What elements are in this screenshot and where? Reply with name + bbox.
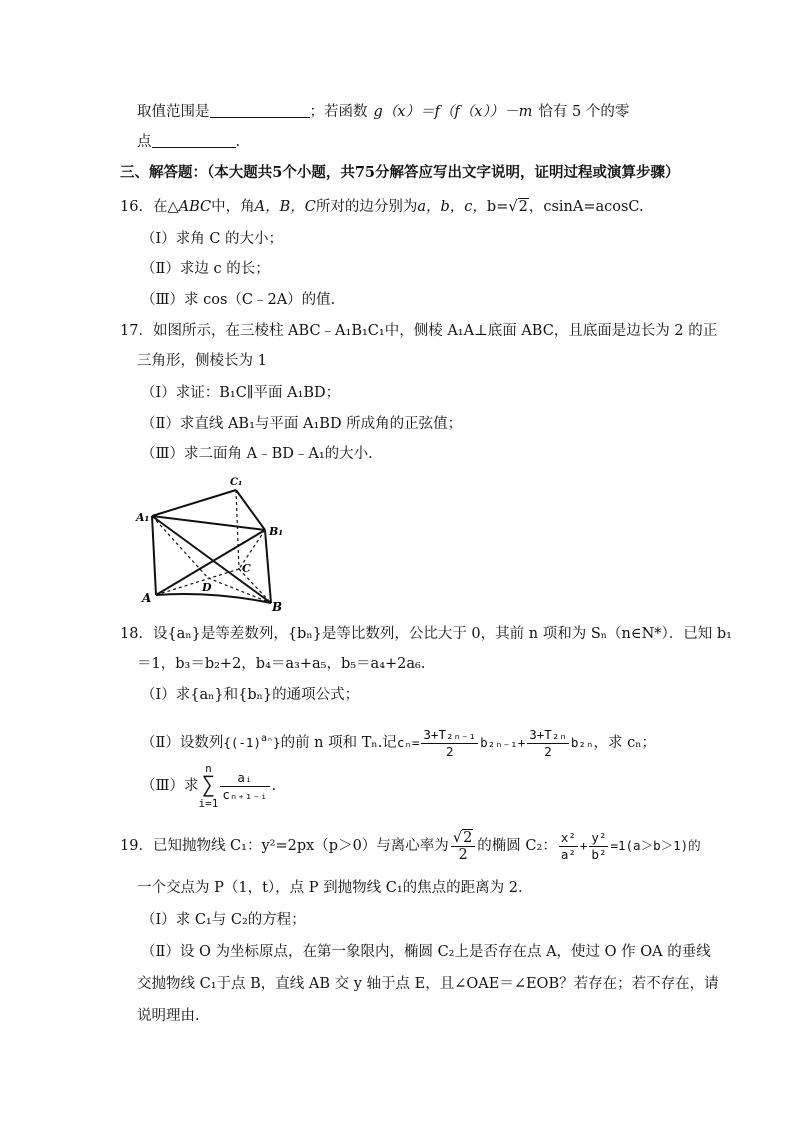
- q17-part-2: （Ⅱ）求直线 AB₁与平面 A₁BD 所成角的正弦值；: [141, 416, 463, 432]
- label-B: B: [272, 600, 283, 613]
- q16-stem: [120, 197, 644, 217]
- label-A: A: [142, 591, 152, 605]
- text: 19．已知抛物线 C₁：y²=2px（p＞0）与离心率为: [120, 838, 449, 854]
- q18-part-3: [141, 762, 277, 810]
- edge-A1-A: [152, 516, 156, 595]
- fraction-1: $\frac{\text{3+T₂ₙ₋₁}}{2}$: [423, 726, 477, 759]
- q19-stem-line-2: 一个交点为 P（1，t），点 P 到抛物线 C₁的焦点的距离为 2.: [137, 880, 523, 896]
- text: 的椭圆 C₂：: [477, 838, 557, 854]
- edge-C1-C: [236, 490, 239, 569]
- fraction-y2-b2: $\frac{\text{y²}}{\text{b²}}$: [591, 829, 607, 862]
- fill-blank-line-2: [137, 132, 240, 152]
- text: 所对的边分别为: [315, 199, 418, 215]
- text: .: [271, 778, 277, 794]
- answer-blank[interactable]: [210, 103, 310, 118]
- q17-part-1: （Ⅰ）求证：B₁C∥平面 A₁BD；: [141, 385, 341, 401]
- text: =1(a＞b＞1)的: [610, 838, 701, 853]
- edge-B1-B: [265, 530, 271, 603]
- q19-part-1: （Ⅰ）求 C₁与 C₂的方程；: [141, 912, 306, 928]
- fill-blank-line-1: [137, 102, 629, 122]
- q16-part-3: （Ⅲ）求 cos（C﹣2A）的值.: [141, 292, 336, 308]
- text: +: [517, 735, 526, 750]
- label-B1: B₁: [269, 525, 284, 538]
- fraction-x2-a2: $\frac{\text{x²}}{\text{a²}}$: [560, 829, 576, 862]
- edge-A-B: [156, 594, 271, 603]
- text: A，B，C: [254, 199, 316, 215]
- prism-figure: [132, 473, 292, 613]
- text: 中，角: [211, 199, 255, 215]
- q16-part-2: （Ⅱ）求边 c 的长；: [141, 261, 270, 277]
- text: ，csinA=acosC.: [528, 199, 644, 215]
- text: 恰有 5 个的零: [538, 104, 630, 120]
- edge-A-C: [156, 569, 239, 595]
- q19-part-2-line-3: 说明理由.: [137, 1008, 200, 1024]
- text: cₙ=: [396, 735, 420, 750]
- sqrt-expression: √2: [508, 199, 528, 215]
- text: b₂ₙ: [570, 735, 594, 750]
- q16-part-1: （Ⅰ）求角 C 的大小；: [141, 231, 284, 247]
- label-C: C: [242, 562, 251, 575]
- q18-stem-line-1: 18．设{aₙ}是等差数列，{bₙ}是等比数列，公比大于 0，其前 n 项和为 Sₙ（n∈N*）．已知 b₁: [120, 626, 732, 642]
- edge-C1-B1: [236, 490, 265, 530]
- q17-part-3: （Ⅲ）求二面角 A﹣BD﹣A₁的大小.: [141, 446, 373, 462]
- text: 点: [137, 134, 152, 150]
- q17-stem-line-2: 三角形，侧棱长为 1: [137, 353, 267, 369]
- q18-stem-line-2: ＝1，b₃＝b₂+2，b₄＝a₃+a₅，b₅＝a₄+2a₆.: [137, 656, 426, 672]
- q18-part-1: （Ⅰ）求{aₙ}和{bₙ}的通项公式；: [141, 687, 360, 703]
- q18-part-2: [141, 719, 656, 759]
- q19-stem-line-1: [120, 826, 701, 866]
- text: ；若函数: [309, 104, 368, 120]
- summation: n ∑ i=1: [198, 762, 219, 810]
- text: b₂ₙ₋₁: [480, 735, 518, 750]
- sequence-expression: $\{(-1)^{a_n}\}$: [223, 733, 281, 750]
- q19-part-2-line-2: 交抛物线 C₁于点 B，直线 AB 交 y 轴于点 E，且∠OAE＝∠EOB？若存在；若不存在，请: [137, 976, 719, 992]
- text: ，求 cₙ；: [593, 735, 656, 751]
- function-expression: g（x）＝f（f（x））－m: [373, 104, 533, 120]
- text: .: [235, 134, 241, 150]
- text: （Ⅲ）求: [141, 778, 199, 794]
- text: +: [579, 838, 588, 853]
- fraction-2: $\frac{\text{3+T₂ₙ}}{2}$: [529, 726, 567, 759]
- label-D: D: [202, 581, 212, 594]
- text: a，b，c，: [417, 199, 487, 215]
- edge-D-B: [208, 578, 271, 603]
- fraction-sqrt2-over-2: $\frac{√2}{2}$: [451, 830, 475, 863]
- section-heading: 三、解答题：（本大题共5个小题，共75分解答应写出文字说明，证明过程或演算步骤）: [120, 164, 680, 181]
- label-C1: C₁: [230, 477, 243, 488]
- q17-stem-line-1: 17．如图所示，在三棱柱 ABC﹣A₁B₁C₁中，侧棱 A₁A⊥底面 ABC，且底面是边长为 2 的正: [120, 323, 718, 339]
- text: 的前 n 项和 Tₙ.记: [280, 735, 397, 751]
- text: （Ⅱ）设数列: [141, 735, 224, 751]
- text: b=: [486, 199, 509, 215]
- edge-A1-C1: [152, 490, 236, 516]
- text: ABC: [178, 199, 212, 215]
- answer-blank[interactable]: [152, 133, 236, 148]
- fraction-ai-over-c: $\frac{\text{aᵢ}}{\text{cₙ₊₁₋ᵢ}}$: [222, 769, 268, 802]
- label-A1: A₁: [136, 511, 150, 524]
- text: 取值范围是: [137, 104, 210, 120]
- text: 16．在△: [120, 199, 179, 215]
- q19-part-2-line-1: （Ⅱ）设 O 为坐标原点，在第一象限内，椭圆 C₂上是否存在点 A，使过 O 作 OA 的垂线: [141, 944, 711, 960]
